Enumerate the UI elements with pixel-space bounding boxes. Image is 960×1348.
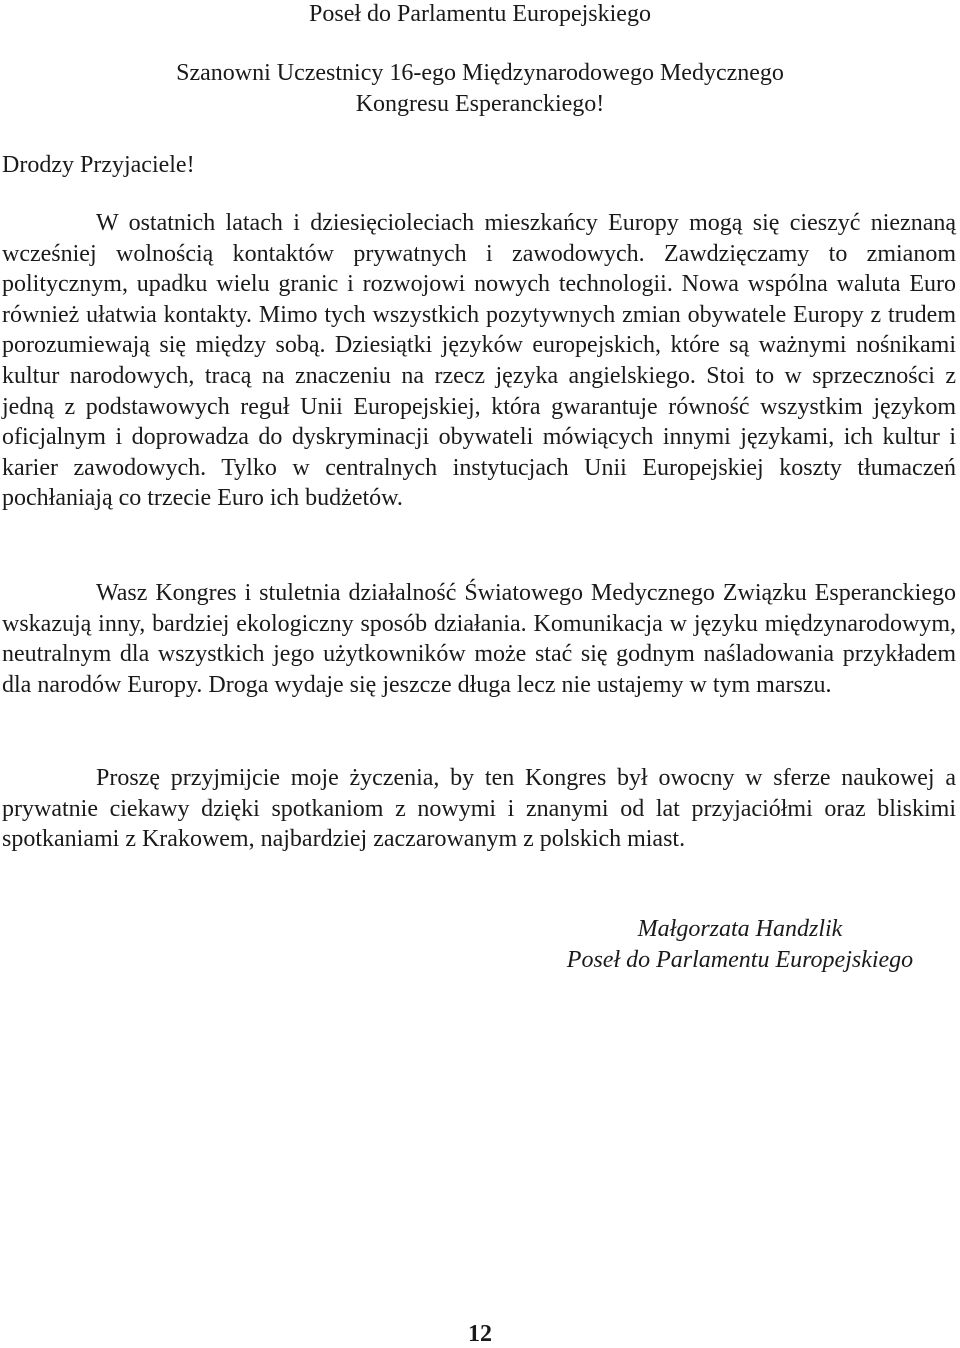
body-paragraph-1: W ostatnich latach i dziesięcioleciach mieszkańcy Europy mogą się cieszyć nieznaną wcześniej wolnością kontaktów prywatnych i zawodowych. Zawdzięczamy to zmianom politycznym, upadku wielu granic i rozwojowi nowych technologii. Nowa wspólna waluta Euro również ułatwia kontakty. Mimo tych wszystkich pozytywnych zmian obywatele Europy z trudem porozumiewają się między sobą. Dziesiątki języków europejskich, które są ważnymi nośnikami kultur narodowych, tracą na znaczeniu na rzecz języka angielskiego. Stoi to w sprzeczności z jedną z podstawowych reguł Unii Europejskiej, która gwarantuje równość wszystkim językom oficjalnym i doprowadza do dyskryminacji obywateli mówiących innymi językami, ich kultur i karier zawodowych. Tylko w centralnych instytucjach Unii Europejskiej koszty tłumaczeń pochłaniają co trzecie Euro ich budżetów. <box>2 210 956 512</box>
page-header-title: Poseł do Parlamentu Europejskiego <box>309 1 651 27</box>
signature-block <box>520 914 960 976</box>
salutation-line-1: Szanowni Uczestnicy 16-ego Międzynarodowego Medycznego <box>176 60 784 86</box>
greeting: Drodzy Przyjaciele! <box>2 152 195 178</box>
signature-title: Poseł do Parlamentu Europejskiego <box>566 947 914 973</box>
signature-name: Małgorzata Handzlik <box>637 916 843 942</box>
page-number: 12 <box>468 1321 492 1347</box>
body-paragraph-2: Wasz Kongres i stuletnia działalność Światowego Medycznego Związku Esperanckiego wskazują inny, bardziej ekologiczny sposób działania. Komunikacja w języku międzynarodowym, neutralnym dla wszystkich jego użytkowników może stać się godnym naśladowania przykładem dla narodów Europy. Droga wydaje się jeszcze długa lecz nie ustajemy w tym marszu. <box>2 580 956 698</box>
salutation-line-2: Kongresu Esperanckiego! <box>355 91 605 117</box>
salutation <box>0 58 960 120</box>
body-paragraph-3: Proszę przyjmijcie moje życzenia, by ten Kongres był owocny w sferze naukowej a prywatnie ciekawy dzięki spotkaniom z nowymi i znanymi od lat przyjaciółmi oraz bliskimi spotkaniami z Krakowem, najbardziej zaczarowanym z polskich miast. <box>2 765 956 853</box>
